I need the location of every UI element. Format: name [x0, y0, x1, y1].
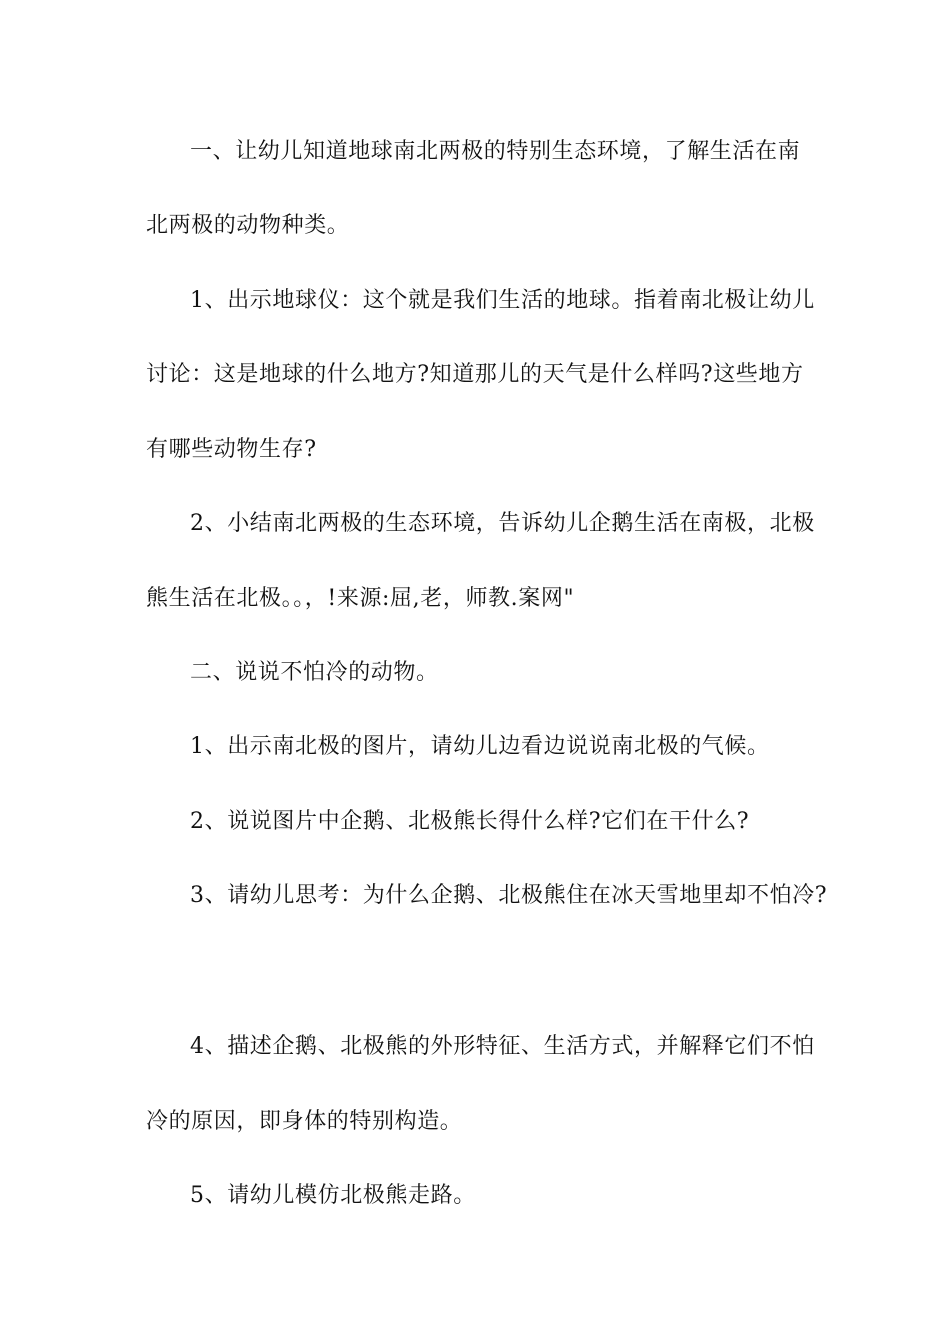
text-line: 3、请幼儿思考：为什么企鹅、北极熊住在冰天雪地里却不怕冷?: [190, 883, 828, 908]
text-line: 北两极的动物种类。: [146, 213, 350, 238]
text-line: 讨论：这是地球的什么地方?知道那儿的天气是什么样吗?这些地方: [146, 362, 804, 387]
text-line: 一、让幼儿知道地球南北两极的特别生态环境，了解生活在南: [190, 139, 801, 164]
text-line: 2、小结南北两极的生态环境，告诉幼儿企鹅生活在南极，北极: [190, 511, 815, 536]
text-line: 冷的原因，即身体的特别构造。: [146, 1109, 463, 1134]
text-line: 1、出示地球仪：这个就是我们生活的地球。指着南北极让幼儿: [190, 288, 815, 313]
text-line: 2、说说图片中企鹅、北极熊长得什么样?它们在干什么?: [190, 809, 750, 834]
text-line: 4、描述企鹅、北极熊的外形特征、生活方式，并解释它们不怕: [190, 1034, 815, 1059]
text-line: 5、请幼儿模仿北极熊走路。: [190, 1183, 476, 1208]
text-line: 熊生活在北极。。，!来源:屈,老，师教.案网": [146, 586, 575, 611]
text-line: 有哪些动物生存?: [146, 437, 317, 462]
text-line: 二、说说不怕冷的动物。: [190, 660, 439, 685]
text-line: 1、出示南北极的图片，请幼儿边看边说说南北极的气候。: [190, 734, 770, 759]
